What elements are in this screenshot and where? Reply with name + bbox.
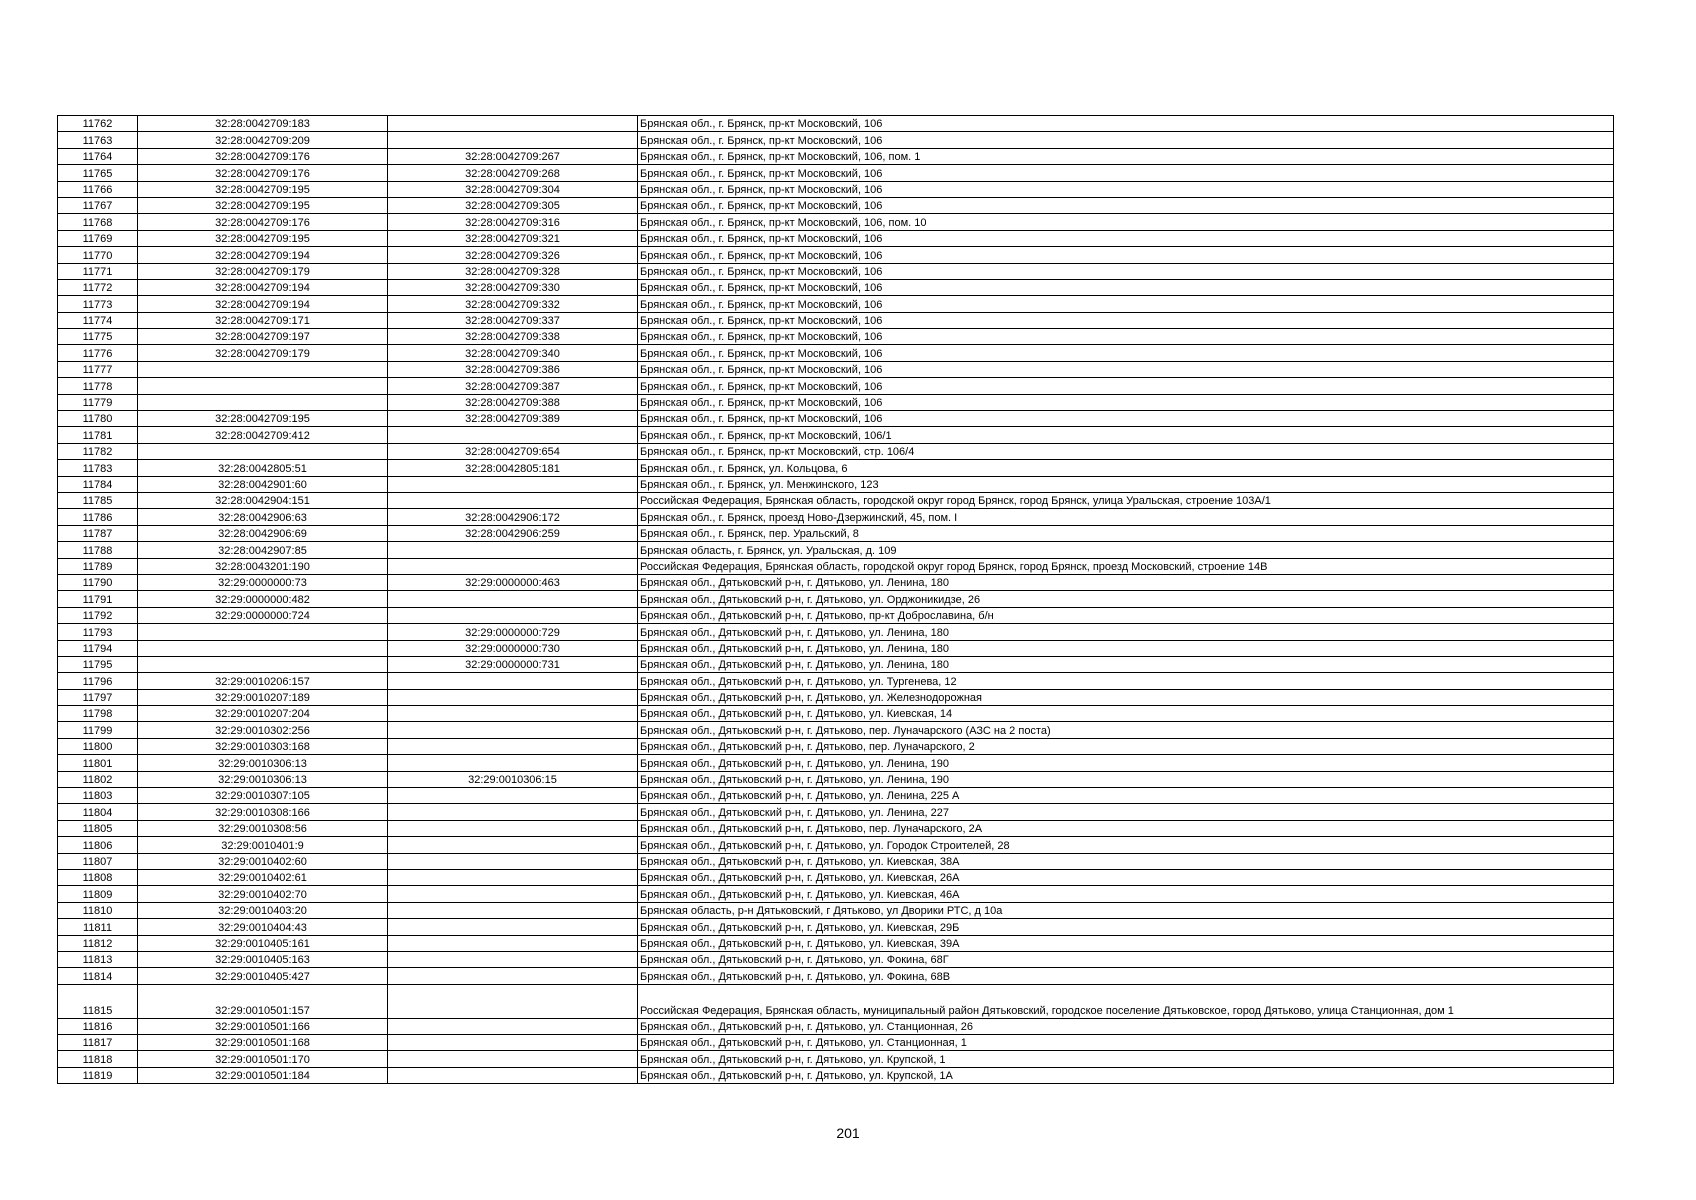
row-number-cell: 11766	[58, 181, 138, 197]
related-cadastral-number-cell	[388, 902, 638, 918]
table-row	[58, 411, 1614, 427]
cadastral-number-cell	[138, 640, 388, 656]
cadastral-number-cell: 32:28:0042904:151	[138, 492, 388, 508]
row-number-cell: 11799	[58, 722, 138, 738]
cadastral-number-cell: 32:28:0042709:171	[138, 312, 388, 328]
address-cell: Брянская обл., г. Брянск, пр-кт Московский, 106	[638, 116, 1614, 132]
related-cadastral-number-cell	[388, 935, 638, 951]
address-cell: Брянская обл., г. Брянск, ул. Менжинского, 123	[638, 476, 1614, 492]
address-cell: Брянская обл., г. Брянск, пр-кт Московский, 106	[638, 181, 1614, 197]
related-cadastral-number-cell	[388, 984, 638, 1018]
address-cell: Брянская обл., Дятьковский р-н, г. Дятьково, ул. Киевская, 39А	[638, 935, 1614, 951]
address-cell: Брянская обл., Дятьковский р-н, г. Дятьково, пер. Луначарского (АЗС на 2 поста)	[638, 722, 1614, 738]
related-cadastral-number-cell: 32:28:0042709:389	[388, 411, 638, 427]
address-cell: Брянская обл., Дятьковский р-н, г. Дятьково, ул. Ленина, 190	[638, 771, 1614, 787]
table-row	[58, 919, 1614, 935]
table-row	[58, 640, 1614, 656]
related-cadastral-number-cell	[388, 755, 638, 771]
related-cadastral-number-cell	[388, 1051, 638, 1067]
row-number-cell: 11813	[58, 951, 138, 967]
cadastral-number-cell: 32:29:0000000:724	[138, 607, 388, 623]
row-number-cell: 11770	[58, 247, 138, 263]
row-number-cell: 11794	[58, 640, 138, 656]
address-cell: Брянская обл., Дятьковский р-н, г. Дятьково, пер. Луначарского, 2	[638, 738, 1614, 754]
table-row	[58, 132, 1614, 148]
address-cell: Брянская обл., г. Брянск, пр-кт Московский, 106, пом. 10	[638, 214, 1614, 230]
row-number-cell: 11815	[58, 984, 138, 1018]
address-cell: Брянская обл., г. Брянск, пр-кт Московский, 106	[638, 247, 1614, 263]
row-number-cell: 11787	[58, 525, 138, 541]
cadastral-number-cell: 32:28:0042709:176	[138, 214, 388, 230]
cadastral-number-cell: 32:28:0042906:63	[138, 509, 388, 525]
related-cadastral-number-cell	[388, 673, 638, 689]
related-cadastral-number-cell: 32:28:0042709:328	[388, 263, 638, 279]
address-cell: Брянская область, р-н Дятьковский, г Дятьково, ул Дворики РТС, д 10а	[638, 902, 1614, 918]
cadastral-number-cell: 32:29:0010402:61	[138, 869, 388, 885]
address-cell: Брянская обл., г. Брянск, пр-кт Московский, 106	[638, 296, 1614, 312]
address-cell: Брянская обл., г. Брянск, пр-кт Московский, 106	[638, 165, 1614, 181]
table-row	[58, 181, 1614, 197]
table-row	[58, 755, 1614, 771]
row-number-cell: 11790	[58, 574, 138, 590]
table-row	[58, 197, 1614, 213]
table-row	[58, 247, 1614, 263]
cadastral-number-cell: 32:28:0042709:195	[138, 197, 388, 213]
cadastral-number-cell: 32:28:0042709:183	[138, 116, 388, 132]
related-cadastral-number-cell	[388, 542, 638, 558]
cadastral-number-cell	[138, 656, 388, 672]
row-number-cell: 11783	[58, 460, 138, 476]
related-cadastral-number-cell	[388, 820, 638, 836]
address-cell: Брянская обл., г. Брянск, пр-кт Московский, 106	[638, 197, 1614, 213]
address-cell: Брянская обл., Дятьковский р-н, г. Дятьково, ул. Ленина, 180	[638, 574, 1614, 590]
table-row	[58, 230, 1614, 246]
cadastral-number-cell: 32:29:0010405:163	[138, 951, 388, 967]
address-cell: Брянская обл., Дятьковский р-н, г. Дятьково, ул. Ленина, 180	[638, 656, 1614, 672]
related-cadastral-number-cell: 32:28:0042709:654	[388, 443, 638, 459]
cadastral-number-cell: 32:29:0010207:204	[138, 706, 388, 722]
cadastral-number-cell: 32:29:0010303:168	[138, 738, 388, 754]
address-cell: Брянская обл., Дятьковский р-н, г. Дятьково, ул. Тургенева, 12	[638, 673, 1614, 689]
related-cadastral-number-cell	[388, 558, 638, 574]
row-number-cell: 11808	[58, 869, 138, 885]
table-row	[58, 1018, 1614, 1034]
table-row	[58, 771, 1614, 787]
table-row	[58, 427, 1614, 443]
row-number-cell: 11762	[58, 116, 138, 132]
cadastral-number-cell: 32:28:0042709:194	[138, 247, 388, 263]
related-cadastral-number-cell: 32:28:0042709:316	[388, 214, 638, 230]
cadastral-number-cell: 32:28:0042709:176	[138, 148, 388, 164]
address-cell: Брянская обл., Дятьковский р-н, г. Дятьково, ул. Киевская, 46А	[638, 886, 1614, 902]
row-number-cell: 11791	[58, 591, 138, 607]
table-row	[58, 329, 1614, 345]
cadastral-number-cell: 32:29:0010207:189	[138, 689, 388, 705]
row-number-cell: 11807	[58, 853, 138, 869]
related-cadastral-number-cell	[388, 427, 638, 443]
address-cell: Брянская обл., г. Брянск, пр-кт Московский, 106	[638, 378, 1614, 394]
row-number-cell: 11779	[58, 394, 138, 410]
table-row	[58, 542, 1614, 558]
address-cell: Брянская обл., Дятьковский р-н, г. Дятьково, ул. Киевская, 14	[638, 706, 1614, 722]
cadastral-number-cell	[138, 361, 388, 377]
table-row	[58, 1035, 1614, 1051]
related-cadastral-number-cell	[388, 492, 638, 508]
row-number-cell: 11785	[58, 492, 138, 508]
table-row	[58, 607, 1614, 623]
address-cell: Брянская обл., Дятьковский р-н, г. Дятьково, ул. Фокина, 68Г	[638, 951, 1614, 967]
related-cadastral-number-cell: 32:28:0042709:267	[388, 148, 638, 164]
cadastral-number-cell	[138, 624, 388, 640]
table-row	[58, 443, 1614, 459]
address-cell: Брянская обл., Дятьковский р-н, г. Дятьково, ул. Крупской, 1А	[638, 1067, 1614, 1083]
cadastral-number-cell: 32:29:0010302:256	[138, 722, 388, 738]
related-cadastral-number-cell: 32:28:0042805:181	[388, 460, 638, 476]
cadastral-number-cell: 32:29:0010403:20	[138, 902, 388, 918]
cadastral-number-cell: 32:28:0043201:190	[138, 558, 388, 574]
cadastral-number-cell: 32:29:0010404:43	[138, 919, 388, 935]
cadastral-number-cell: 32:28:0042906:69	[138, 525, 388, 541]
cadastral-number-cell: 32:28:0042709:194	[138, 296, 388, 312]
cadastral-number-cell: 32:28:0042709:179	[138, 345, 388, 361]
row-number-cell: 11775	[58, 329, 138, 345]
row-number-cell: 11778	[58, 378, 138, 394]
address-cell: Брянская обл., Дятьковский р-н, г. Дятьково, ул. Железнодорожная	[638, 689, 1614, 705]
table-row	[58, 591, 1614, 607]
cadastral-number-cell: 32:28:0042709:176	[138, 165, 388, 181]
row-number-cell: 11800	[58, 738, 138, 754]
address-cell: Брянская обл., Дятьковский р-н, г. Дятьково, ул. Орджоникидзе, 26	[638, 591, 1614, 607]
cadastral-number-cell: 32:29:0010206:157	[138, 673, 388, 689]
table-row	[58, 624, 1614, 640]
related-cadastral-number-cell	[388, 869, 638, 885]
cadastral-number-cell: 32:29:0000000:482	[138, 591, 388, 607]
table-row	[58, 968, 1614, 984]
row-number-cell: 11806	[58, 837, 138, 853]
row-number-cell: 11772	[58, 279, 138, 295]
row-number-cell: 11780	[58, 411, 138, 427]
table-body	[58, 116, 1614, 1084]
related-cadastral-number-cell: 32:28:0042709:326	[388, 247, 638, 263]
address-cell: Брянская обл., Дятьковский р-н, г. Дятьково, пр-кт Доброславина, б/н	[638, 607, 1614, 623]
cadastral-number-cell: 32:29:0010308:56	[138, 820, 388, 836]
address-cell: Брянская обл., Дятьковский р-н, г. Дятьково, ул. Ленина, 190	[638, 755, 1614, 771]
row-number-cell: 11763	[58, 132, 138, 148]
address-cell: Российская Федерация, Брянская область, городской округ город Брянск, город Брянск, проезд Московский, строение 14В	[638, 558, 1614, 574]
address-cell: Брянская обл., г. Брянск, пр-кт Московский, 106	[638, 279, 1614, 295]
address-cell: Брянская обл., г. Брянск, пр-кт Московский, 106	[638, 329, 1614, 345]
related-cadastral-number-cell: 32:29:0010306:15	[388, 771, 638, 787]
address-cell: Брянская обл., Дятьковский р-н, г. Дятьково, ул. Киевская, 26А	[638, 869, 1614, 885]
row-number-cell: 11802	[58, 771, 138, 787]
row-number-cell: 11769	[58, 230, 138, 246]
related-cadastral-number-cell	[388, 951, 638, 967]
table-row	[58, 804, 1614, 820]
row-number-cell: 11792	[58, 607, 138, 623]
address-cell: Брянская обл., Дятьковский р-н, г. Дятьково, ул. Городок Строителей, 28	[638, 837, 1614, 853]
address-cell: Брянская обл., Дятьковский р-н, г. Дятьково, ул. Ленина, 225 А	[638, 788, 1614, 804]
table-row	[58, 279, 1614, 295]
related-cadastral-number-cell: 32:28:0042906:259	[388, 525, 638, 541]
row-number-cell: 11771	[58, 263, 138, 279]
related-cadastral-number-cell	[388, 804, 638, 820]
address-cell: Брянская обл., г. Брянск, пр-кт Московский, 106	[638, 411, 1614, 427]
row-number-cell: 11764	[58, 148, 138, 164]
row-number-cell: 11777	[58, 361, 138, 377]
address-cell: Брянская обл., Дятьковский р-н, г. Дятьково, ул. Ленина, 227	[638, 804, 1614, 820]
row-number-cell: 11818	[58, 1051, 138, 1067]
related-cadastral-number-cell: 32:28:0042709:337	[388, 312, 638, 328]
table-row	[58, 820, 1614, 836]
related-cadastral-number-cell	[388, 738, 638, 754]
address-cell: Брянская обл., г. Брянск, пр-кт Московский, 106	[638, 345, 1614, 361]
address-cell: Брянская обл., г. Брянск, ул. Кольцова, 6	[638, 460, 1614, 476]
related-cadastral-number-cell	[388, 591, 638, 607]
address-cell: Брянская обл., Дятьковский р-н, г. Дятьково, ул. Крупской, 1	[638, 1051, 1614, 1067]
table-row	[58, 345, 1614, 361]
cadastral-number-cell	[138, 443, 388, 459]
row-number-cell: 11786	[58, 509, 138, 525]
cadastral-number-cell: 32:29:0010501:184	[138, 1067, 388, 1083]
table-row	[58, 738, 1614, 754]
related-cadastral-number-cell	[388, 919, 638, 935]
cadastral-number-cell	[138, 394, 388, 410]
address-cell: Брянская обл., г. Брянск, пр-кт Московский, стр. 106/4	[638, 443, 1614, 459]
property-registry-table	[57, 115, 1614, 1084]
cadastral-number-cell	[138, 378, 388, 394]
table-row	[58, 837, 1614, 853]
row-number-cell: 11781	[58, 427, 138, 443]
related-cadastral-number-cell: 32:28:0042709:388	[388, 394, 638, 410]
address-cell: Брянская обл., г. Брянск, пр-кт Московский, 106, пом. 1	[638, 148, 1614, 164]
table-row	[58, 656, 1614, 672]
table-row	[58, 460, 1614, 476]
cadastral-number-cell: 32:29:0010307:105	[138, 788, 388, 804]
address-cell: Брянская обл., г. Брянск, пр-кт Московский, 106	[638, 132, 1614, 148]
table-row	[58, 722, 1614, 738]
table-row	[58, 263, 1614, 279]
related-cadastral-number-cell	[388, 1067, 638, 1083]
related-cadastral-number-cell: 32:29:0000000:729	[388, 624, 638, 640]
related-cadastral-number-cell: 32:29:0000000:731	[388, 656, 638, 672]
related-cadastral-number-cell	[388, 886, 638, 902]
related-cadastral-number-cell: 32:28:0042906:172	[388, 509, 638, 525]
row-number-cell: 11796	[58, 673, 138, 689]
table-row	[58, 378, 1614, 394]
row-number-cell: 11803	[58, 788, 138, 804]
related-cadastral-number-cell: 32:28:0042709:305	[388, 197, 638, 213]
table-row	[58, 558, 1614, 574]
cadastral-number-cell: 32:28:0042709:195	[138, 411, 388, 427]
table-row	[58, 361, 1614, 377]
table-row	[58, 951, 1614, 967]
table-row	[58, 902, 1614, 918]
row-number-cell: 11774	[58, 312, 138, 328]
related-cadastral-number-cell: 32:29:0000000:463	[388, 574, 638, 590]
row-number-cell: 11810	[58, 902, 138, 918]
cadastral-number-cell: 32:28:0042709:179	[138, 263, 388, 279]
row-number-cell: 11788	[58, 542, 138, 558]
row-number-cell: 11819	[58, 1067, 138, 1083]
address-cell: Брянская обл., г. Брянск, пр-кт Московский, 106/1	[638, 427, 1614, 443]
address-cell: Брянская обл., Дятьковский р-н, г. Дятьково, ул. Станционная, 26	[638, 1018, 1614, 1034]
related-cadastral-number-cell: 32:28:0042709:386	[388, 361, 638, 377]
cadastral-number-cell: 32:29:0010501:157	[138, 984, 388, 1018]
table-row	[58, 788, 1614, 804]
row-number-cell: 11811	[58, 919, 138, 935]
row-number-cell: 11812	[58, 935, 138, 951]
related-cadastral-number-cell: 32:28:0042709:387	[388, 378, 638, 394]
related-cadastral-number-cell	[388, 116, 638, 132]
related-cadastral-number-cell: 32:28:0042709:332	[388, 296, 638, 312]
row-number-cell: 11805	[58, 820, 138, 836]
related-cadastral-number-cell	[388, 607, 638, 623]
cadastral-number-cell: 32:29:0010501:166	[138, 1018, 388, 1034]
cadastral-number-cell: 32:28:0042709:412	[138, 427, 388, 443]
address-cell: Брянская обл., Дятьковский р-н, г. Дятьково, ул. Киевская, 38А	[638, 853, 1614, 869]
cadastral-number-cell: 32:28:0042709:194	[138, 279, 388, 295]
row-number-cell: 11765	[58, 165, 138, 181]
row-number-cell: 11773	[58, 296, 138, 312]
cadastral-number-cell: 32:29:0010501:170	[138, 1051, 388, 1067]
row-number-cell: 11768	[58, 214, 138, 230]
row-number-cell: 11804	[58, 804, 138, 820]
table-row	[58, 886, 1614, 902]
table-row	[58, 476, 1614, 492]
related-cadastral-number-cell	[388, 689, 638, 705]
cadastral-number-cell: 32:28:0042901:60	[138, 476, 388, 492]
address-cell: Брянская обл., г. Брянск, пер. Уральский, 8	[638, 525, 1614, 541]
related-cadastral-number-cell: 32:28:0042709:340	[388, 345, 638, 361]
row-number-cell: 11782	[58, 443, 138, 459]
table-row	[58, 394, 1614, 410]
cadastral-number-cell: 32:28:0042907:85	[138, 542, 388, 558]
address-cell: Брянская обл., г. Брянск, пр-кт Московский, 106	[638, 263, 1614, 279]
address-cell: Брянская область, г. Брянск, ул. Уральская, д. 109	[638, 542, 1614, 558]
cadastral-number-cell: 32:29:0010501:168	[138, 1035, 388, 1051]
related-cadastral-number-cell: 32:28:0042709:321	[388, 230, 638, 246]
cadastral-number-cell: 32:28:0042709:195	[138, 181, 388, 197]
table-row	[58, 296, 1614, 312]
related-cadastral-number-cell	[388, 706, 638, 722]
address-cell: Российская Федерация, Брянская область, городской округ город Брянск, город Брянск, улица Уральская, строение 103А/1	[638, 492, 1614, 508]
address-cell: Брянская обл., Дятьковский р-н, г. Дятьково, ул. Ленина, 180	[638, 624, 1614, 640]
cadastral-number-cell: 32:28:0042709:197	[138, 329, 388, 345]
table-row	[58, 116, 1614, 132]
row-number-cell: 11817	[58, 1035, 138, 1051]
table-row	[58, 853, 1614, 869]
address-cell: Брянская обл., Дятьковский р-н, г. Дятьково, ул. Станционная, 1	[638, 1035, 1614, 1051]
row-number-cell: 11767	[58, 197, 138, 213]
table-row	[58, 148, 1614, 164]
address-cell: Брянская обл., Дятьковский р-н, г. Дятьково, ул. Киевская, 29Б	[638, 919, 1614, 935]
related-cadastral-number-cell	[388, 1018, 638, 1034]
table-row	[58, 214, 1614, 230]
related-cadastral-number-cell: 32:28:0042709:268	[388, 165, 638, 181]
related-cadastral-number-cell	[388, 476, 638, 492]
table-row	[58, 935, 1614, 951]
page-number: 201	[836, 1125, 860, 1141]
row-number-cell: 11816	[58, 1018, 138, 1034]
address-cell: Брянская обл., г. Брянск, пр-кт Московский, 106	[638, 361, 1614, 377]
row-number-cell: 11809	[58, 886, 138, 902]
row-number-cell: 11797	[58, 689, 138, 705]
row-number-cell: 11798	[58, 706, 138, 722]
table-row	[58, 525, 1614, 541]
row-number-cell: 11776	[58, 345, 138, 361]
cadastral-number-cell: 32:29:0010306:13	[138, 755, 388, 771]
table-row	[58, 165, 1614, 181]
related-cadastral-number-cell: 32:28:0042709:330	[388, 279, 638, 295]
cadastral-number-cell: 32:29:0010401:9	[138, 837, 388, 853]
table-row	[58, 673, 1614, 689]
table-row	[58, 312, 1614, 328]
row-number-cell: 11793	[58, 624, 138, 640]
cadastral-number-cell: 32:28:0042709:209	[138, 132, 388, 148]
address-cell: Брянская обл., г. Брянск, пр-кт Московский, 106	[638, 230, 1614, 246]
cadastral-number-cell: 32:29:0010405:161	[138, 935, 388, 951]
table-row	[58, 574, 1614, 590]
related-cadastral-number-cell	[388, 132, 638, 148]
row-number-cell: 11795	[58, 656, 138, 672]
row-number-cell: 11784	[58, 476, 138, 492]
address-cell: Брянская обл., Дятьковский р-н, г. Дятьково, пер. Луначарского, 2А	[638, 820, 1614, 836]
cadastral-number-cell: 32:28:0042805:51	[138, 460, 388, 476]
address-cell: Брянская обл., г. Брянск, пр-кт Московский, 106	[638, 394, 1614, 410]
cadastral-number-cell: 32:29:0000000:73	[138, 574, 388, 590]
related-cadastral-number-cell	[388, 837, 638, 853]
table-row	[58, 689, 1614, 705]
cadastral-number-cell: 32:29:0010308:166	[138, 804, 388, 820]
cadastral-number-cell: 32:29:0010306:13	[138, 771, 388, 787]
table-row	[58, 869, 1614, 885]
table-row	[58, 984, 1614, 1018]
table-row	[58, 1067, 1614, 1083]
related-cadastral-number-cell: 32:28:0042709:304	[388, 181, 638, 197]
cadastral-number-cell: 32:29:0010402:60	[138, 853, 388, 869]
table-row	[58, 492, 1614, 508]
address-cell: Брянская обл., г. Брянск, пр-кт Московский, 106	[638, 312, 1614, 328]
table-row	[58, 706, 1614, 722]
related-cadastral-number-cell	[388, 788, 638, 804]
address-cell: Брянская обл., г. Брянск, проезд Ново-Дзержинский, 45, пом. I	[638, 509, 1614, 525]
related-cadastral-number-cell: 32:29:0000000:730	[388, 640, 638, 656]
address-cell: Российская Федерация, Брянская область, муниципальный район Дятьковский, городское поселение Дятьковское, город Дятьково, улица Станционная, дом 1	[638, 984, 1614, 1018]
related-cadastral-number-cell: 32:28:0042709:338	[388, 329, 638, 345]
row-number-cell: 11801	[58, 755, 138, 771]
address-cell: Брянская обл., Дятьковский р-н, г. Дятьково, ул. Фокина, 68В	[638, 968, 1614, 984]
related-cadastral-number-cell	[388, 1035, 638, 1051]
cadastral-number-cell: 32:29:0010402:70	[138, 886, 388, 902]
row-number-cell: 11789	[58, 558, 138, 574]
table-row	[58, 1051, 1614, 1067]
related-cadastral-number-cell	[388, 722, 638, 738]
related-cadastral-number-cell	[388, 968, 638, 984]
table-row	[58, 509, 1614, 525]
cadastral-number-cell: 32:29:0010405:427	[138, 968, 388, 984]
address-cell: Брянская обл., Дятьковский р-н, г. Дятьково, ул. Ленина, 180	[638, 640, 1614, 656]
cadastral-number-cell: 32:28:0042709:195	[138, 230, 388, 246]
related-cadastral-number-cell	[388, 853, 638, 869]
row-number-cell: 11814	[58, 968, 138, 984]
